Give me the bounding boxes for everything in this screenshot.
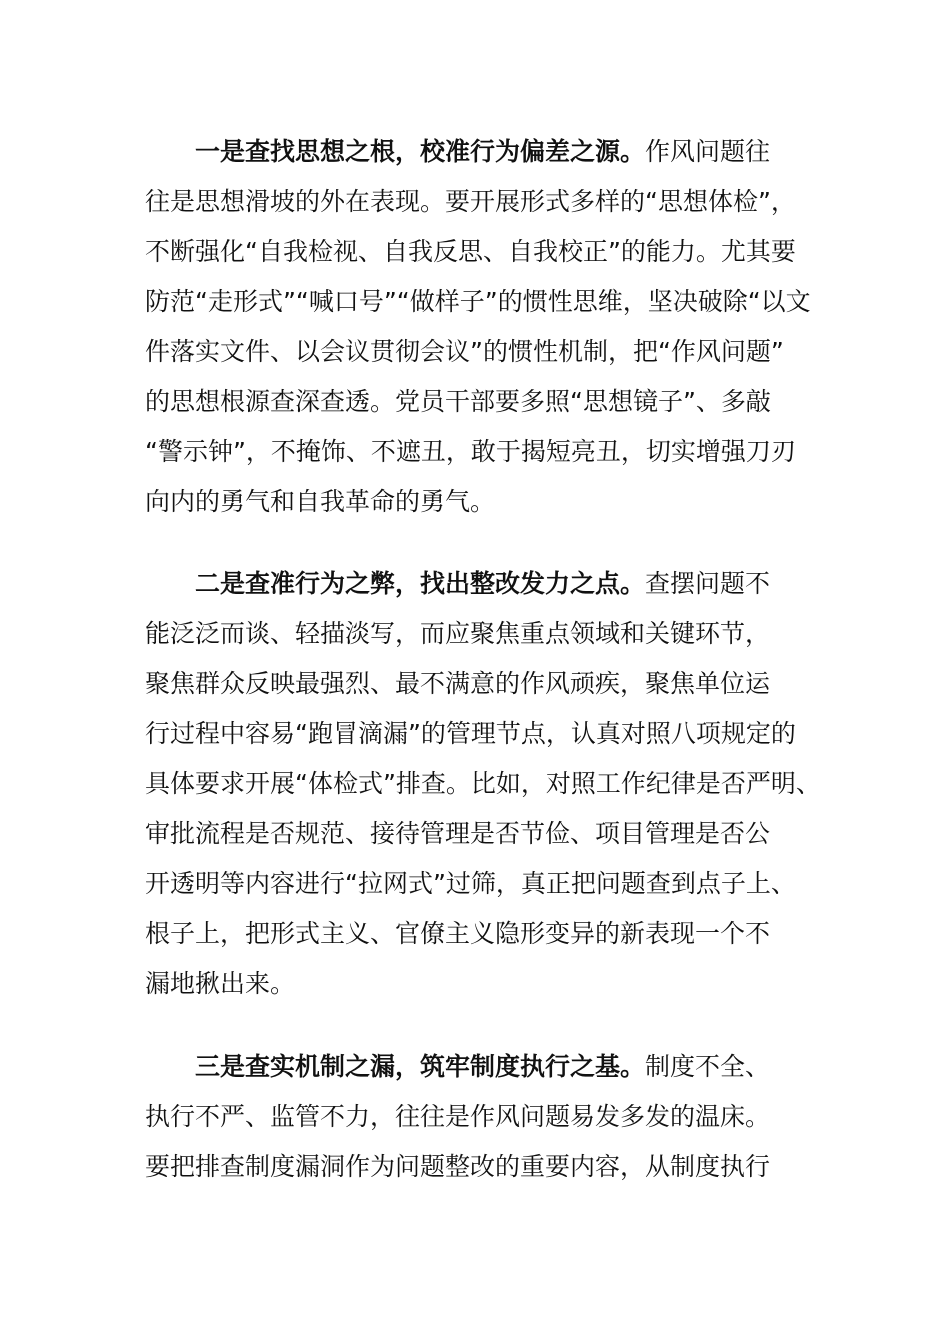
paragraph-line: 执行不严、监管不力，往往是作风问题易发多发的温床。 <box>145 1102 771 1131</box>
paragraph-line: 行过程中容易“跑冒滴漏”的管理节点，认真对照八项规定的 <box>145 719 796 748</box>
paragraph-line: 能泛泛而谈、轻描淡写，而应聚焦重点领域和关键环节， <box>145 619 771 648</box>
paragraph-text: 作风问题往 <box>645 137 771 166</box>
paragraph-2 <box>145 559 825 1009</box>
paragraph-line: 具体要求开展“体检式”排查。比如，对照工作纪律是否严明、 <box>145 769 821 798</box>
paragraph-line: 聚焦群众反映最强烈、最不满意的作风顽疾，聚焦单位运 <box>145 669 771 698</box>
paragraph-line: 开透明等内容进行“拉网式”过筛，真正把问题查到点子上、 <box>145 869 796 898</box>
paragraph-1 <box>145 127 825 527</box>
paragraph-lead-heading: 三是查实机制之漏，筑牢制度执行之基。 <box>195 1052 646 1081</box>
paragraph-line: “警示钟”，不掩饰、不遮丑，敢于揭短亮丑，切实增强刀刃 <box>145 437 796 466</box>
paragraph-line: 根子上，把形式主义、官僚主义隐形变异的新表现一个不 <box>145 919 771 948</box>
paragraph-text: 查摆问题不 <box>645 569 771 598</box>
paragraph-3 <box>145 1042 825 1192</box>
paragraph-line: 不断强化“自我检视、自我反思、自我校正”的能力。尤其要 <box>145 237 796 266</box>
paragraph-first-line <box>145 127 825 177</box>
paragraph-lead-heading: 一是查找思想之根，校准行为偏差之源。 <box>195 137 646 166</box>
paragraph-line: 漏地揪出来。 <box>145 969 296 998</box>
paragraph-lead-heading: 二是查准行为之弊，找出整改发力之点。 <box>195 569 646 598</box>
paragraph-line: 防范“走形式”“喊口号”“做样子”的惯性思维，坚决破除“以文 <box>145 287 811 316</box>
paragraph-line: 件落实文件、以会议贯彻会议”的惯性机制，把“作风问题” <box>145 337 784 366</box>
paragraph-line: 往是思想滑坡的外在表现。要开展形式多样的“思想体检”， <box>145 187 796 216</box>
paragraph-line: 要把排查制度漏洞作为问题整改的重要内容，从制度执行 <box>145 1152 771 1181</box>
paragraph-first-line <box>145 559 825 609</box>
paragraph-text: 制度不全、 <box>645 1052 771 1081</box>
paragraph-first-line <box>145 1042 825 1092</box>
paragraph-line: 审批流程是否规范、接待管理是否节俭、项目管理是否公 <box>145 819 771 848</box>
paragraph-line: 的思想根源查深查透。党员干部要多照“思想镜子”、多敲 <box>145 387 771 416</box>
paragraph-line: 向内的勇气和自我革命的勇气。 <box>145 487 496 516</box>
